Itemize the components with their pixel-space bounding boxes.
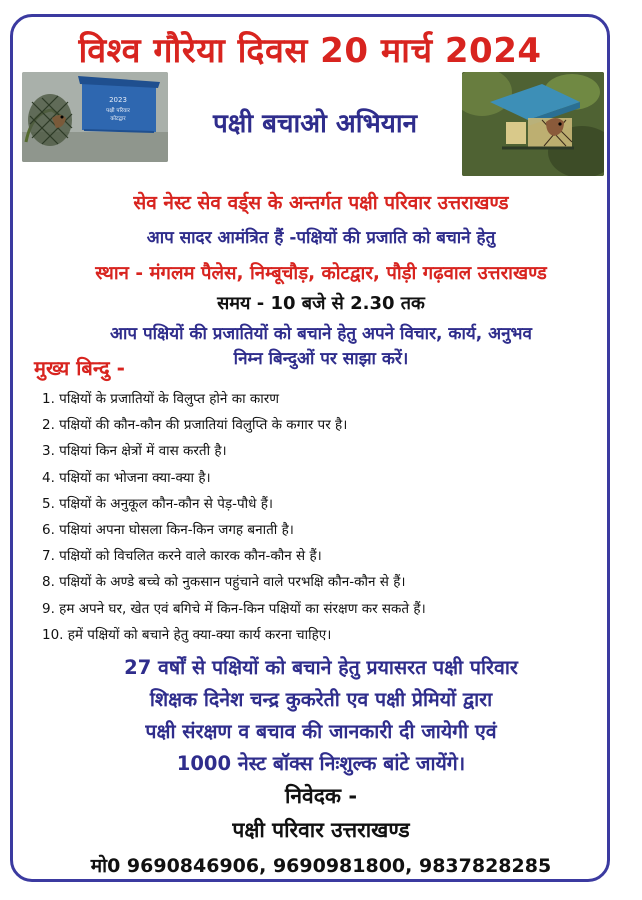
closing-line-2: शिक्षक दिनेश चन्द्र कुकरेती एव पक्षी प्रेमियों द्वारा (149, 688, 493, 711)
bird-feeder-illustration (462, 72, 604, 176)
closing-line-4: 1000 नेस्ट बॉक्स निःशुल्क बांटे जायेंगे। (176, 752, 466, 775)
list-item: 4. पक्षियों का भोजना क्या-क्या है। (42, 469, 211, 486)
birdbox-text: 2023 (109, 96, 127, 104)
points-list (42, 386, 602, 648)
list-item: 5. पक्षियों के अनुकूल कौन-कौन से पेड़-पौधे हैं। (42, 495, 274, 512)
closing-line-1: 27 वर्षों से पक्षियों को बचाने हेतु प्रयासरत पक्षी परिवार (124, 656, 518, 679)
organization-name: पक्षी परिवार उत्तराखण्ड (232, 818, 410, 842)
contact-numbers: मो0 9690846906, 9690981800, 9837828285 (90, 855, 552, 877)
share-line-1: आप पक्षियों की प्रजातियों को बचाने हेतु अपने विचार, कार्य, अनुभव (110, 324, 532, 344)
points-heading: मुख्य बिन्दु - (34, 356, 125, 380)
list-item: 7. पक्षियों को विचलित करने वाले कारक कौन-कौन से हैं। (42, 548, 322, 565)
list-item: 3. पक्षियां किन क्षेत्रों में वास करती है। (42, 443, 227, 460)
list-item: 8. पक्षियों के अण्डे बच्चे को नुकसान पहुंचाने वाले परभक्षि कौन-कौन से हैं। (42, 574, 406, 591)
svg-text:कोटद्वार: कोटद्वार (110, 116, 126, 122)
svg-text:पक्षी परिवार: पक्षी परिवार (106, 108, 130, 114)
petitioner-label: निवेदक - (284, 784, 358, 808)
subtitle-save-nest: सेव नेस्ट सेव वर्ड्स के अन्तर्गत पक्षी परिवार उत्तराखण्ड (133, 192, 509, 214)
birdbox-blue-illustration (22, 72, 168, 162)
list-item: 1. पक्षियों के प्रजातियों के विलुप्त होने का कारण (42, 391, 280, 407)
list-item: 9. हम अपने घर, खेत एवं बगिचे में किन-किन पक्षियों का संरक्षण कर सकते हैं। (42, 600, 426, 617)
poster-title: विश्व गौरेया दिवस 20 मार्च 2024 (78, 31, 542, 71)
list-item: 2. पक्षियों की कौन-कौन की प्रजातियां विलुप्ति के कगार पर है। (42, 417, 348, 434)
list-item: 10. हमें पक्षियों को बचाने हेतु क्या-क्या कार्य करना चाहिए। (42, 626, 332, 643)
closing-line-3: पक्षी संरक्षण व बचाव की जानकारी दी जायेगी एवं (145, 720, 497, 743)
list-item: 6. पक्षियां अपना घोसला किन-किन जगह बनाती है। (42, 521, 294, 538)
invitation-line: आप सादर आमंत्रित हैं -पक्षियों की प्रजाति को बचाने हेतु (146, 228, 496, 248)
time-line: समय - 10 बजे से 2.30 तक (217, 293, 425, 314)
venue-line: स्थान - मंगलम पैलेस, निम्बूचौड़, कोटद्वार, पौड़ी गढ़वाल उत्तराखण्ड (95, 263, 547, 284)
campaign-title: पक्षी बचाओ अभियान (212, 109, 418, 139)
share-line-2: निम्न बिन्दुओं पर साझा करें। (233, 349, 409, 369)
birdbox-photo-left (22, 72, 168, 162)
feeder-photo-right (462, 72, 604, 176)
